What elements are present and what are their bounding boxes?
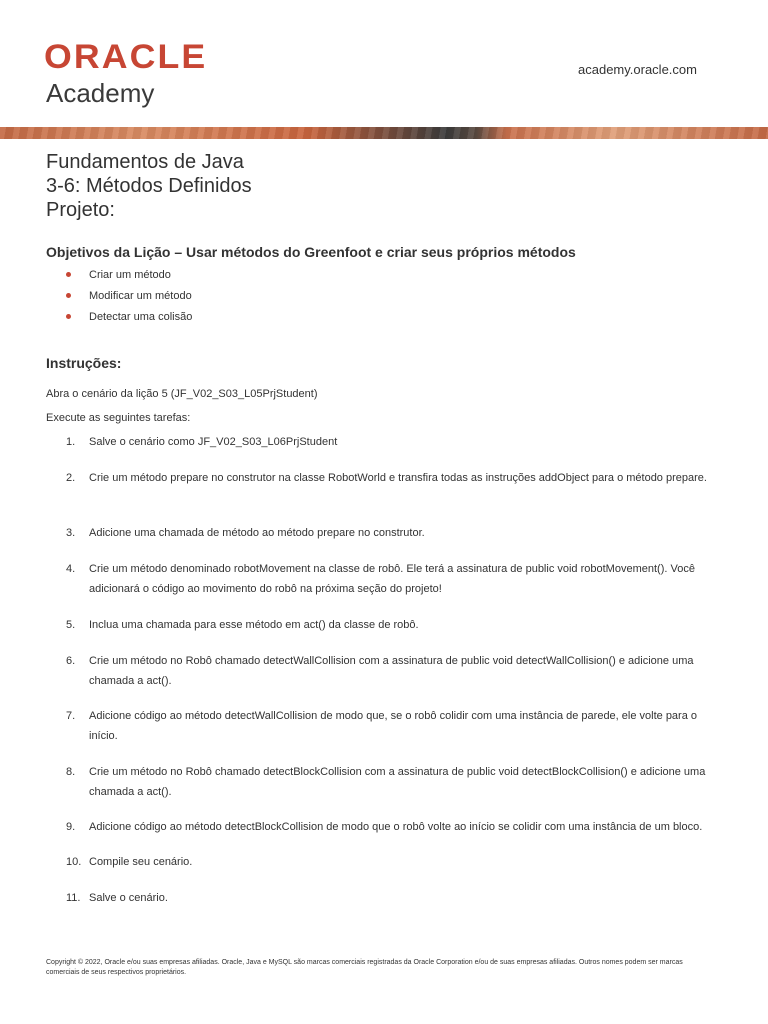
instructions-heading: Instruções: [46, 355, 122, 371]
page-title [46, 150, 252, 222]
step-item: 8. Crie um método no Robô chamado detectBlockCollision com a assinatura de public void detectBlockCollision() e adicione uma chamada a act(). [66, 766, 706, 798]
step-item: 6. Crie um método no Robô chamado detectWallCollision com a assinatura de public void detectWallCollision() e adicione uma chamada a act(). [66, 655, 694, 687]
step-item: 5. Inclua uma chamada para esse método em act() da classe de robô. [66, 619, 419, 631]
decorative-banner [0, 127, 768, 139]
copyright-footer: Copyright © 2022, Oracle e/ou suas empresas afiliadas. Oracle, Java e MySQL são marcas comerciais registradas da Oracle Corporation e/ou de suas empresas afiliadas. Outros nomes podem ser marcas comerciais de seus respectivos proprietários. [46, 959, 683, 976]
list-item: Modificar um método [66, 288, 192, 309]
step-item: 10. Compile seu cenário. [66, 856, 193, 868]
bullet-icon [66, 293, 71, 298]
step-item: 9. Adicione código ao método detectBlockCollision de modo que o robô volte ao início se colidir com uma instância de um bloco. [66, 821, 703, 833]
lesson-title: 3-6: Métodos Definidos [46, 175, 252, 197]
instructions-intro: Abra o cenário da lição 5 (JF_V02_S03_L05PrjStudent) [46, 388, 318, 400]
step-item: 4. Crie um método denominado robotMovement na classe de robô. Ele terá a assinatura de public void robotMovement(). Você adicionará o código ao movimento do robô na próxima seção do projeto! [66, 563, 695, 595]
bullet-icon [66, 272, 71, 277]
step-item: 2. Crie um método prepare no construtor na classe RobotWorld e transfira todas as instruções addObject para o método prepare. [66, 472, 707, 484]
step-item: 3. Adicione uma chamada de método ao método prepare no construtor. [66, 527, 425, 539]
objectives-list [66, 267, 192, 330]
project-label: Projeto: [46, 199, 115, 221]
instructions-tasks-label: Execute as seguintes tarefas: [46, 412, 191, 424]
step-item: 7. Adicione código ao método detectWallCollision de modo que, se o robô colidir com uma instância de parede, ele volte para o início. [66, 710, 698, 742]
step-item: 11. Salve o cenário. [66, 892, 168, 904]
objectives-heading: Objetivos da Lição – Usar métodos do Greenfoot e criar seus próprios métodos [46, 244, 576, 260]
step-item: 1. Salve o cenário como JF_V02_S03_L06PrjStudent [66, 436, 338, 448]
oracle-logo: ORACLE [44, 38, 208, 76]
course-title: Fundamentos de Java [46, 151, 244, 173]
list-item: Detectar uma colisão [66, 309, 192, 330]
bullet-icon [66, 314, 71, 319]
site-url: academy.oracle.com [578, 62, 697, 77]
academy-logo-text: Academy [46, 78, 155, 108]
list-item: Criar um método [66, 267, 192, 288]
